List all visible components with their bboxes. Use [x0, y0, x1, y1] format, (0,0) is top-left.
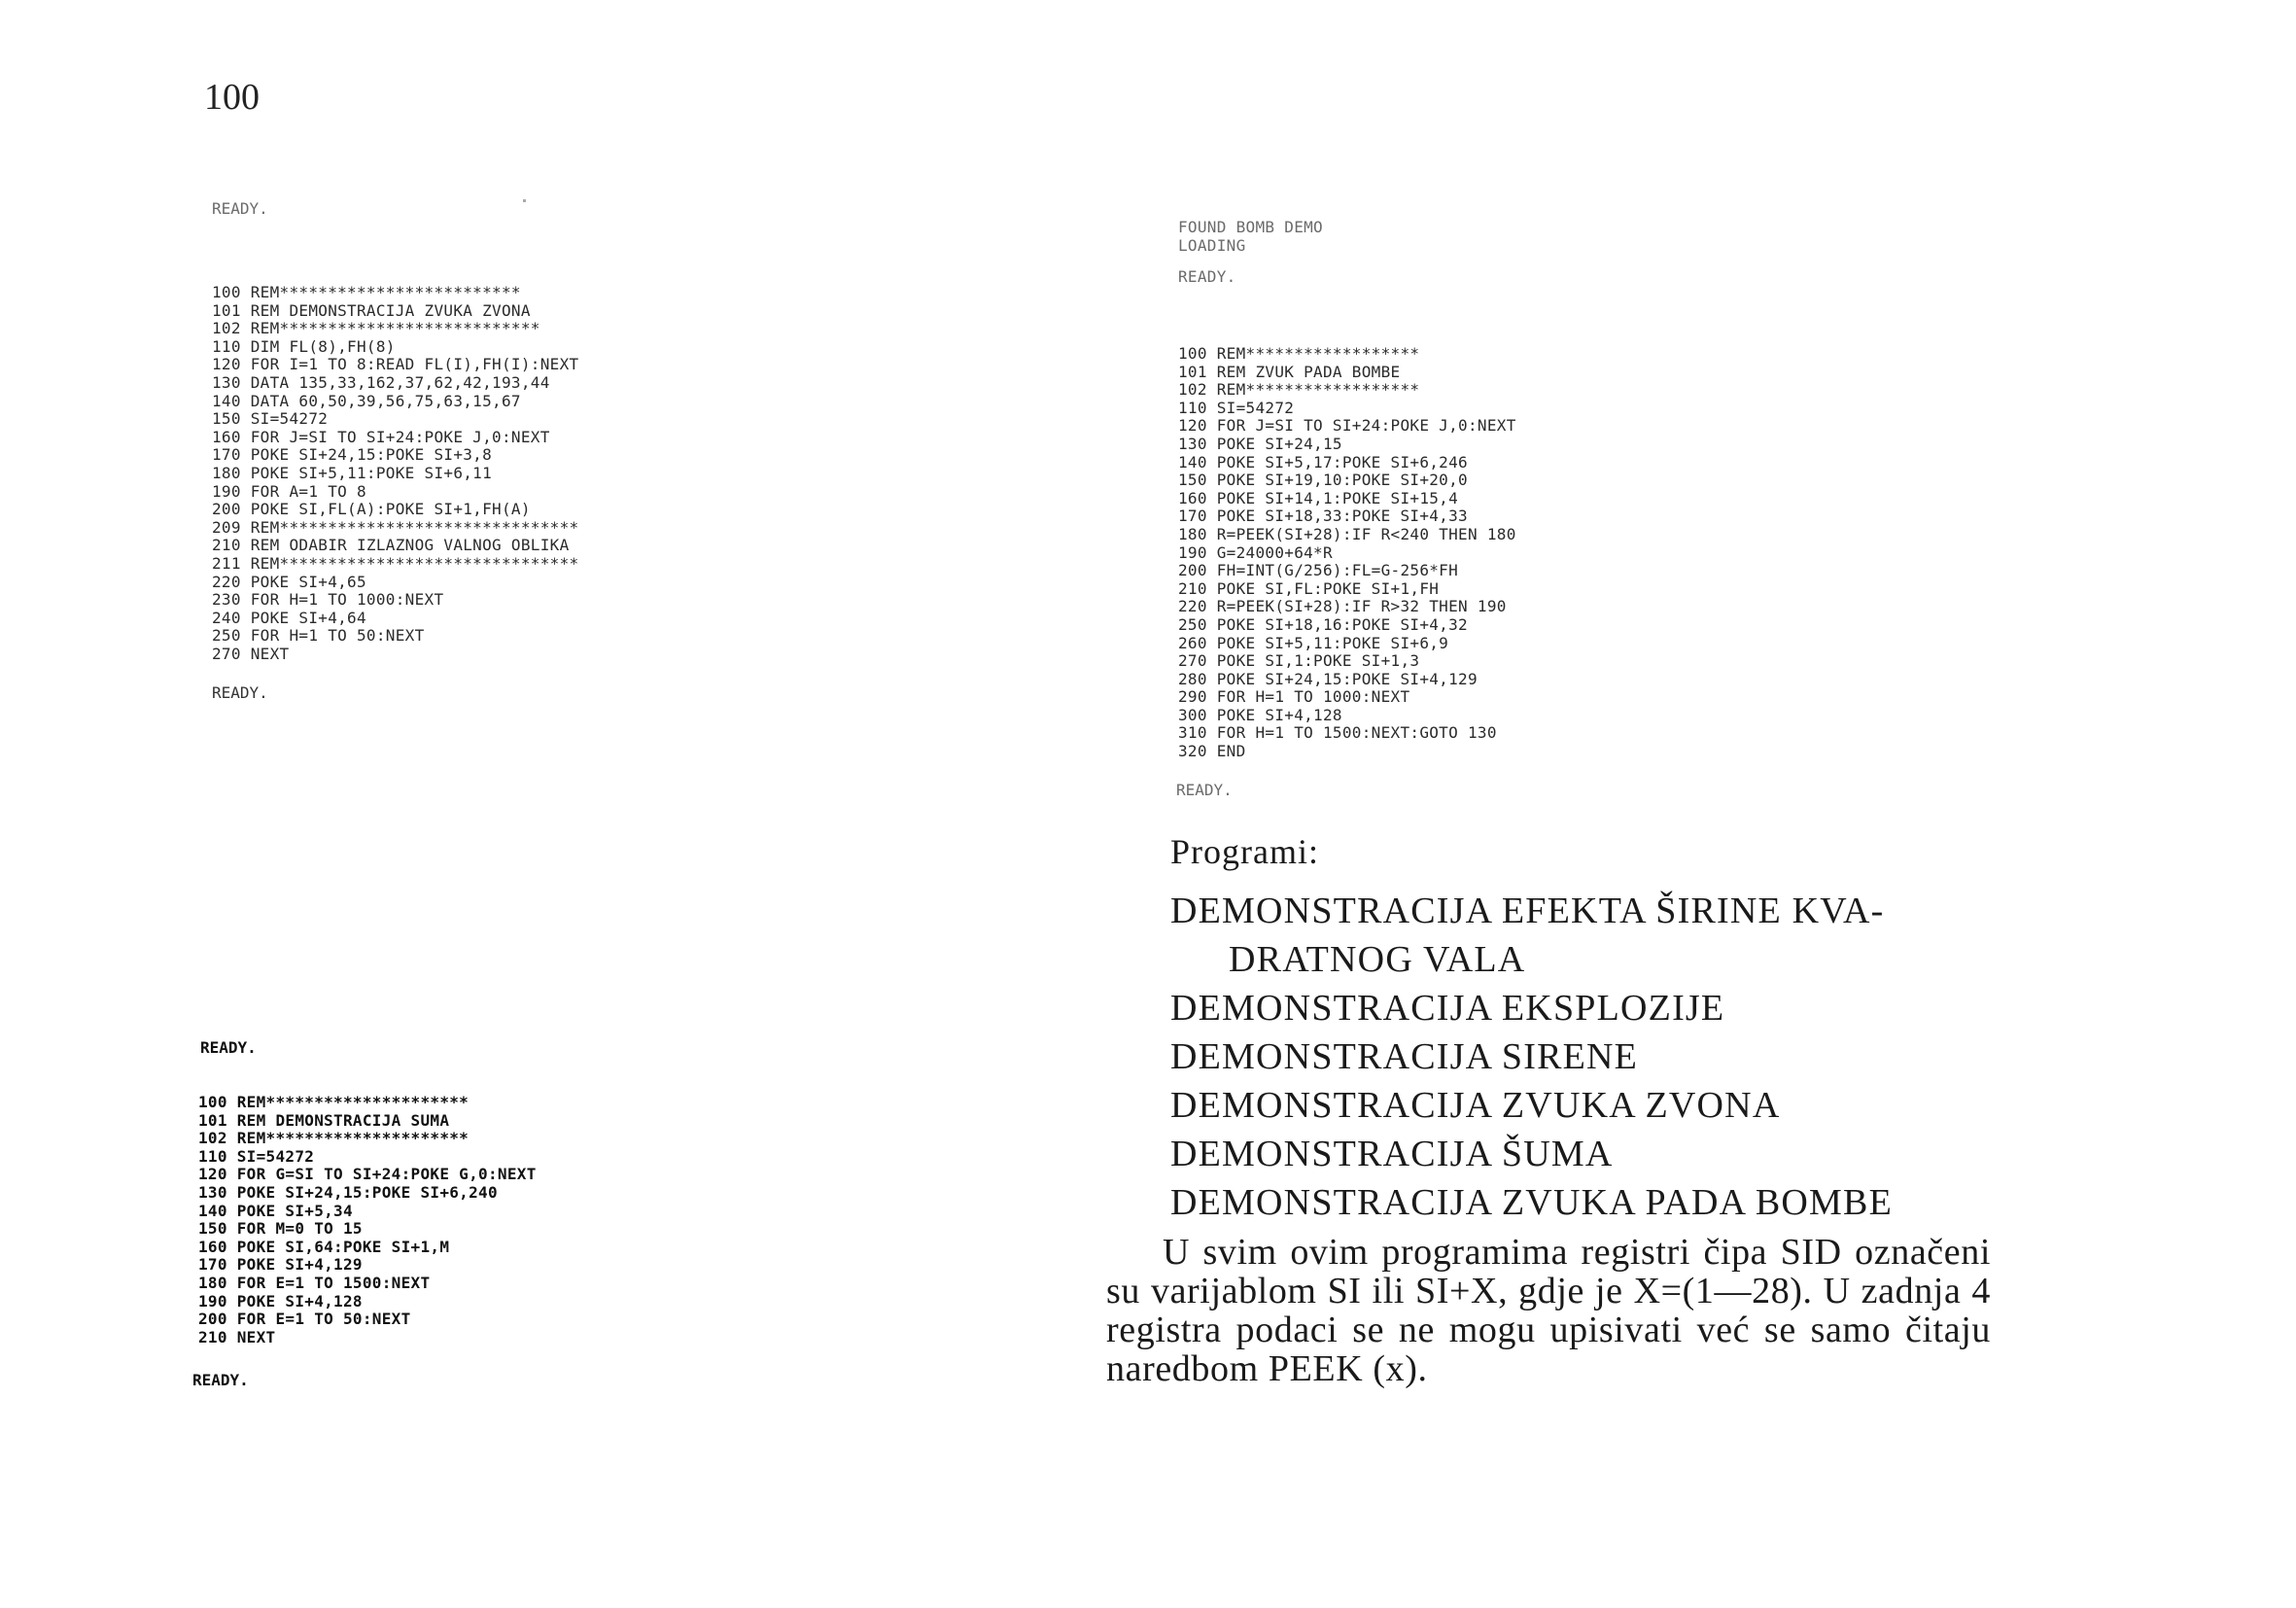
ready-prompt: READY. — [200, 1038, 257, 1057]
code-line: 300 POKE SI+4,128 — [1178, 705, 1342, 724]
code-line: 102 REM****************** — [1178, 380, 1420, 400]
code-line: 160 FOR J=SI TO SI+24:POKE J,0:NEXT — [212, 427, 550, 446]
program-item: DEMONSTRACIJA SIRENE — [1170, 1036, 1639, 1077]
code-line: 130 POKE SI+24,15 — [1178, 434, 1342, 453]
code-line: 210 POKE SI,FL:POKE SI+1,FH — [1178, 578, 1440, 598]
code-line: 130 POKE SI+24,15:POKE SI+6,240 — [198, 1182, 498, 1202]
program-item: DEMONSTRACIJA EKSPLOZIJE — [1170, 988, 1725, 1029]
code-line: 210 REM ODABIR IZLAZNOG VALNOG OBLIKA — [212, 536, 570, 555]
code-line: 250 POKE SI+18,16:POKE SI+4,32 — [1178, 614, 1468, 634]
header-line: FOUND BOMB DEMO — [1178, 218, 1323, 236]
code-line: 210 NEXT — [198, 1327, 276, 1346]
code-line: 200 FH=INT(G/256):FL=G-256*FH — [1178, 561, 1459, 580]
ready-prompt: READY. — [192, 1371, 249, 1389]
code-line: 320 END — [1178, 742, 1246, 761]
code-line: 270 POKE SI,1:POKE SI+1,3 — [1178, 651, 1420, 671]
code-line: 101 REM ZVUK PADA BOMBE — [1178, 362, 1401, 381]
code-line: 180 POKE SI+5,11:POKE SI+6,11 — [212, 463, 493, 482]
code-line: 110 DIM FL(8),FH(8) — [212, 336, 396, 356]
loading-header — [1178, 219, 1323, 287]
code-line: 160 POKE SI,64:POKE SI+1,M — [198, 1237, 450, 1256]
code-line: 260 POKE SI+5,11:POKE SI+6,9 — [1178, 633, 1449, 652]
code-line: 120 FOR I=1 TO 8:READ FL(I),FH(I):NEXT — [212, 355, 579, 374]
code-listing-bomb — [1178, 345, 1516, 761]
code-line: 170 POKE SI+18,33:POKE SI+4,33 — [1178, 507, 1468, 526]
program-item: DEMONSTRACIJA ZVUKA PADA BOMBE — [1170, 1182, 1893, 1223]
code-line: 230 FOR H=1 TO 1000:NEXT — [212, 590, 444, 610]
ready-prompt: READY. — [212, 683, 268, 702]
code-line: 250 FOR H=1 TO 50:NEXT — [212, 626, 425, 646]
code-line: 140 POKE SI+5,34 — [198, 1201, 353, 1220]
code-line: 150 FOR M=0 TO 15 — [198, 1219, 363, 1239]
print-speck — [523, 199, 526, 202]
page-number: 100 — [204, 77, 260, 118]
code-line: 170 POKE SI+24,15:POKE SI+3,8 — [212, 445, 493, 465]
code-line: 130 DATA 135,33,162,37,62,42,193,44 — [212, 372, 550, 392]
program-list — [1170, 887, 2006, 1227]
code-line: 180 R=PEEK(SI+28):IF R<240 THEN 180 — [1178, 524, 1516, 543]
code-line: 190 FOR A=1 TO 8 — [212, 481, 366, 501]
ready-prompt: READY. — [1176, 781, 1233, 799]
code-line: 190 G=24000+64*R — [1178, 542, 1333, 562]
code-line: 110 SI=54272 — [1178, 398, 1295, 417]
program-item: DEMONSTRACIJA ZVUKA ZVONA — [1170, 1085, 1781, 1126]
ready-prompt: READY. — [212, 199, 268, 218]
header-line: READY. — [1178, 267, 1236, 287]
code-line: 140 POKE SI+5,17:POKE SI+6,246 — [1178, 452, 1468, 472]
code-line: 290 FOR H=1 TO 1000:NEXT — [1178, 687, 1410, 707]
code-line: 270 NEXT — [212, 644, 290, 663]
code-line: 220 POKE SI+4,65 — [212, 572, 366, 591]
code-line: 120 FOR G=SI TO SI+24:POKE G,0:NEXT — [198, 1165, 537, 1184]
header-line: LOADING — [1178, 235, 1246, 255]
code-line: 100 REM********************* — [198, 1093, 470, 1111]
code-line: 102 REM********************* — [198, 1129, 470, 1148]
code-line: 211 REM******************************* — [212, 553, 579, 573]
code-line: 180 FOR E=1 TO 1500:NEXT — [198, 1273, 431, 1292]
code-line: 110 SI=54272 — [198, 1146, 315, 1166]
code-line: 220 R=PEEK(SI+28):IF R>32 THEN 190 — [1178, 597, 1507, 616]
code-line: 160 POKE SI+14,1:POKE SI+15,4 — [1178, 488, 1459, 507]
programs-heading: Programi: — [1170, 832, 1319, 871]
code-line: 101 REM DEMONSTRACIJA ZVUKA ZVONA — [212, 300, 531, 320]
code-line: 150 SI=54272 — [212, 409, 329, 429]
code-line: 101 REM DEMONSTRACIJA SUMA — [198, 1110, 450, 1130]
code-line: 102 REM*************************** — [212, 319, 540, 338]
code-line: 280 POKE SI+24,15:POKE SI+4,129 — [1178, 669, 1478, 688]
program-item: DEMONSTRACIJA ŠUMA — [1170, 1134, 1614, 1174]
code-listing-noise — [198, 1094, 537, 1346]
code-line: 200 POKE SI,FL(A):POKE SI+1,FH(A) — [212, 500, 531, 519]
code-line: 100 REM************************* — [212, 283, 521, 301]
code-line: 150 POKE SI+19,10:POKE SI+20,0 — [1178, 471, 1468, 490]
code-line: 190 POKE SI+4,128 — [198, 1291, 363, 1311]
code-line: 170 POKE SI+4,129 — [198, 1255, 363, 1275]
program-item-continuation: DRATNOG VALA — [1229, 939, 1526, 980]
body-paragraph — [1106, 1233, 1991, 1388]
code-line: 200 FOR E=1 TO 50:NEXT — [198, 1310, 411, 1329]
code-line: 209 REM******************************* — [212, 517, 579, 537]
code-listing-bell — [212, 284, 578, 663]
program-item: DEMONSTRACIJA EFEKTA ŠIRINE KVA- — [1170, 891, 1885, 931]
code-line: 310 FOR H=1 TO 1500:NEXT:GOTO 130 — [1178, 723, 1497, 743]
code-line: 140 DATA 60,50,39,56,75,63,15,67 — [212, 391, 521, 410]
code-line: 240 POKE SI+4,64 — [212, 608, 366, 627]
code-line: 100 REM****************** — [1178, 344, 1420, 363]
code-line: 120 FOR J=SI TO SI+24:POKE J,0:NEXT — [1178, 416, 1516, 436]
body-paragraph-text: U svim ovim programima registri čipa SID označeni su varijablom SI ili SI+X, gdje je X=(1—28). U zadnja 4 registra podaci se ne mogu upisivati već se samo čitaju naredbom PEEK (x). — [1106, 1232, 1991, 1389]
